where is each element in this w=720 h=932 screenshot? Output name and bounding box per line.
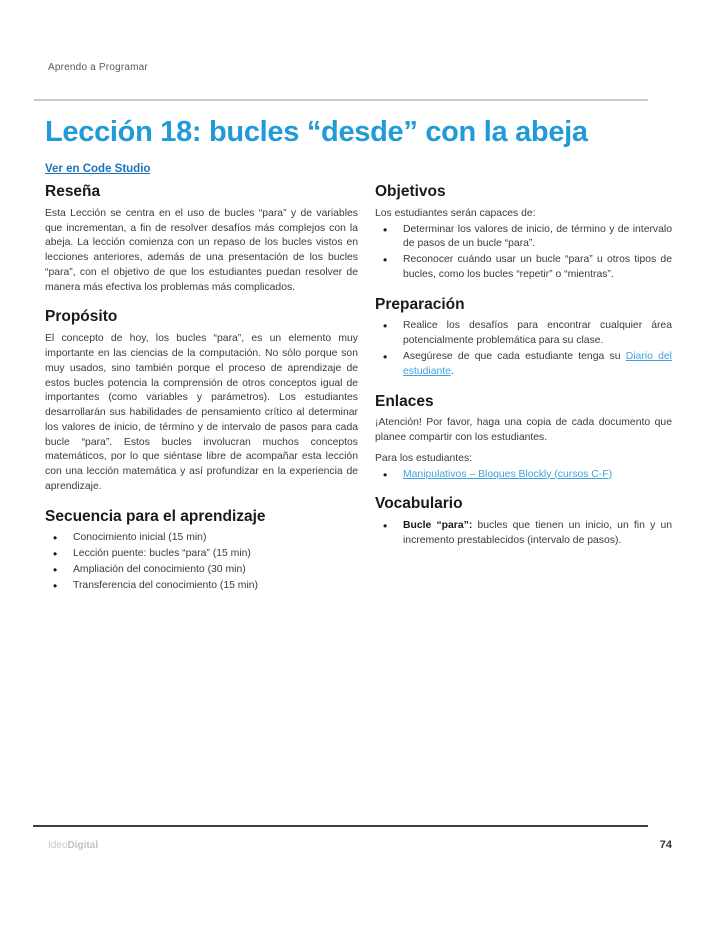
section-heading-preparacion: Preparación [375, 295, 465, 313]
footer-brand-bold: Digital [67, 840, 99, 851]
doc-footer [48, 839, 672, 851]
objetivos-intro: Los estudiantes serán capaces de: [375, 207, 536, 219]
section-heading-objetivos: Objetivos [375, 183, 446, 200]
vocab-definition: bucles que tienen un inicio, un fin y un incremento prestablecidos (intervalo de pasos). [403, 520, 672, 546]
list-item [375, 519, 672, 549]
list-item: • Realice los desafíos para encontrar cualquier área potencialmente problemática para su clase. [375, 319, 672, 349]
content-columns [45, 183, 672, 598]
section-heading-enlaces: Enlaces [375, 392, 434, 410]
objetivos-list [375, 223, 672, 283]
enlaces-for-students: Para los estudiantes: [375, 452, 473, 464]
footer-brand [48, 840, 98, 851]
preparacion-item-suffix: . [450, 365, 454, 377]
list-item [375, 468, 672, 483]
doc-header [48, 62, 148, 73]
diario-del-estudiante-link[interactable]: Diario del estudiante [403, 350, 672, 377]
section-heading-resena: Reseña [45, 183, 101, 200]
enlaces-notice: ¡Atención! Por favor, haga una copia de cada documento que planee compartir con los estudiantes. [375, 417, 672, 444]
left-column [45, 183, 358, 598]
header-divider [34, 99, 648, 101]
preparacion-list [375, 319, 672, 379]
list-item: • Determinar los valores de inicio, de término y de intervalo de pasos de un bucle “para”. [375, 223, 672, 253]
list-item: • Lección puente: bucles “para” (15 min) [45, 547, 358, 562]
footer-brand-light: Ideo [48, 840, 68, 851]
list-item: • Conocimiento inicial (15 min) [45, 531, 358, 546]
page-number: 74 [659, 839, 672, 851]
header-brand: Aprendo a Programar [48, 62, 148, 73]
footer-divider [33, 825, 648, 827]
section-heading-proposito: Propósito [45, 308, 118, 326]
enlaces-list [375, 468, 672, 483]
section-heading-vocabulario: Vocabulario [375, 495, 463, 513]
vocab-term: Bucle “para”: [403, 520, 473, 532]
resena-body: Esta Lección se centra en el uso de bucles “para” y de variables que incrementan, a fin de resolver desafíos más complejos con la abeja. La lección comienza con un repaso de los bucles vistos en lecciones anteriores, además de una presentación de los bucles “para”, con el objetivo de que los estudiantes puedan resolver de manera más efectiva los problemas más complicados. [45, 207, 358, 293]
view-in-code-studio-link[interactable]: Ver en Code Studio [45, 163, 151, 175]
preparacion-item-text: Asegúrese de que cada estudiante tenga su [403, 350, 626, 362]
page-title: Lección 18: bucles “desde” con la abeja [45, 116, 588, 148]
right-column [375, 183, 672, 598]
vocabulario-list [375, 519, 672, 549]
manipulativos-link[interactable]: Manipulativos – Bloques Blockly (cursos C-F) [403, 468, 613, 480]
list-item: • Ampliación del conocimiento (30 min) [45, 563, 358, 578]
list-item: • Transferencia del conocimiento (15 min) [45, 579, 358, 594]
section-heading-secuencia: Secuencia para el aprendizaje [45, 507, 266, 525]
list-item: • Reconocer cuándo usar un bucle “para” u otros tipos de bucles, como los bucles “repetir” o “mientras”. [375, 253, 672, 283]
secuencia-list [45, 531, 358, 593]
proposito-body: El concepto de hoy, los bucles “para”, es un elemento muy importante en las ciencias de la computación. No sólo porque son muy usados, sino también porque el proceso de aprendizaje de estos bucles potencia la comprensión de otros conceptos igual de importantes (como variables y parámetros). Los estudiantes desarrollarán sus habilidades de pensamiento crítico al determinar los valores de inicio, de término y de intervalo de pasos para cada bucle “para”. Estos bucles involucran muchos conceptos matemáticos, por lo que siéntase libre de acompañar esta lección con una lección matemática y así profundizar en la experiencia de aprendizaje. [45, 333, 358, 492]
list-item [375, 350, 672, 380]
